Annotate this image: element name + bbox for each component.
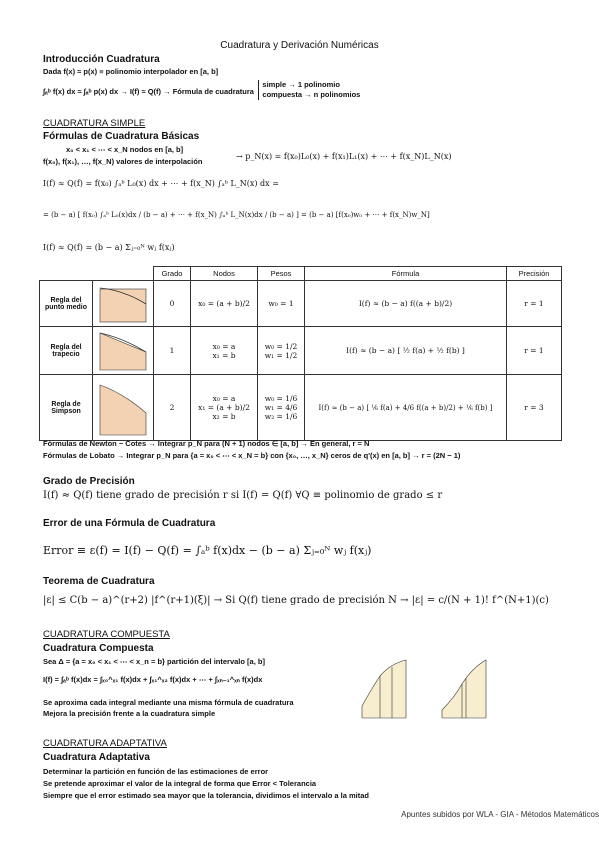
intro-heading: Introducción Cuadratura [43,54,160,65]
compuesta-line-2: I(f) = ∫ₐᵇ f(x)dx = ∫ₓ₀^ₓ₁ f(x)dx + ∫ₓ₁^ₓ₂ f(x)dx + ⋯ + ∫ₓₙ₋₁^ₓₙ f(x)dx [43,675,263,684]
simpson-figure [93,375,154,441]
precision: r = 1 [507,327,562,375]
composite-figure-2 [440,658,488,720]
section-compuesta: CUADRATURA COMPUESTA [43,629,170,640]
adaptativa-heading: Cuadratura Adaptativa [43,752,150,763]
formula: I(f) ≈ (b − a) [ ½ f(a) + ½ f(b) ] [305,327,507,375]
lobato-line: Fórmulas de Lobato → Integrar p_N para {a = x₀ < ⋯ < x_N = b} con {x₀, …, x_N} ceros de q′(x) en [a, b] → r = (2N − 1) [43,451,461,460]
newton-cotes-line: Fórmulas de Newton − Cotes → Integrar p_N para (N + 1) nodos ∈ [a, b] → En general, r = N [43,439,370,448]
table-row [40,281,562,327]
values-line: f(x₀), f(x₁), …, f(x_N) valores de interpolación [43,157,203,166]
table-header-row [40,267,562,281]
error-heading: Error de una Fórmula de Cuadratura [43,518,216,529]
composite-figure-1 [360,658,408,720]
pesos: w₀ = 1/6 w₁ = 4/6 w₂ = 1/6 [258,375,305,441]
adaptativa-line-2: Se pretende aproximar el valor de la integral de forma que Error < Tolerancia [43,779,317,788]
grado: 0 [154,281,191,327]
intro-formula-row [43,80,360,100]
case-simple: simple → 1 polinomio [262,80,340,89]
intro-line-1: Dada f(x) ≈ p(x) ≡ polinomio interpolador en [a, b] [43,67,219,76]
nodos: x₀ = a x₁ = b [191,327,258,375]
col-nodos: Nodos [191,267,258,281]
formula: I(f) ≈ (b − a) f((a + b)/2) [305,281,507,327]
precision: r = 3 [507,375,562,441]
adaptativa-line-3: Siempre que el error estimado sea mayor que la tolerancia, dividimos el intervalo a la mitad [43,791,369,800]
nodos: x₀ = a x₁ = (a + b)/2 x₂ = b [191,375,258,441]
col-grado: Grado [154,267,191,281]
midpoint-figure [93,281,154,327]
document-title: Cuadratura y Derivación Numéricas [220,40,379,51]
nodes-line: x₀ < x₁ < ⋯ < x_N nodos en [a, b] [66,145,184,154]
section-adaptativa: CUADRATURA ADAPTATIVA [43,738,167,749]
rule-name: Regla del trapecio [40,327,93,375]
intro-cases [258,80,360,100]
adaptativa-line-1: Determinar la partición en función de las estimaciones de error [43,767,269,776]
precision: r = 1 [507,281,562,327]
intro-line-2: ∫ₐᵇ f(x) dx ≈ ∫ₐᵇ p(x) dx → I(f) ≈ Q(f) → Fórmula de cuadratura [43,87,254,97]
table-row [40,327,562,375]
col-pesos: Pesos [258,267,305,281]
trapezoid-figure [93,327,154,375]
section-simple: CUADRATURA SIMPLE [43,118,146,129]
table-row [40,375,562,441]
error-line: Error ≡ ε(f) = I(f) − Q(f) = ∫ₐᵇ f(x)dx − (b − a) Σⱼ₌₀ᴺ wⱼ f(xⱼ) [43,544,372,557]
grado: 2 [154,375,191,441]
case-compuesta: compuesta → n polinomios [262,90,361,99]
rule-name: Regla del punto medio [40,281,93,327]
quadrature-rules-table [39,266,562,441]
rule-name: Regla de Simpson [40,375,93,441]
compuesta-heading: Cuadratura Compuesta [43,643,154,654]
grado: 1 [154,327,191,375]
teorema-line: |ε| ≤ C(b − a)^(r+2) |f^(r+1)(ξ)| → Si Q(f) tiene grado de precisión N → |ε| = c/(N + 1)! f^(N+1)(c) [43,595,549,606]
footer: Apuntes subidos por WLA - GIA - Métodos Matemáticos [401,810,599,819]
col-formula: Fórmula [305,267,507,281]
grado-heading: Grado de Precisión [43,476,135,487]
pesos: w₀ = 1/2 w₁ = 1/2 [258,327,305,375]
eq-2: = (b − a) [ f(x₀) ∫ₐᵇ L₀(x)dx / (b − a) + ⋯ + f(x_N) ∫ₐᵇ L_N(x)dx / (b − a) ] = (b − a) [f(x₀)w₀ + ⋯ + f(x_N)w_N] [43,211,430,219]
eq-3: I(f) ≈ Q(f) = (b − a) Σⱼ₌₀ᴺ wⱼ f(xⱼ) [43,243,175,252]
eq-1: I(f) ≈ Q(f) = f(x₀) ∫ₐᵇ L₀(x) dx + ⋯ + f(x_N) ∫ₐᵇ L_N(x) dx = [43,179,279,188]
pn-line: → p_N(x) = f(x₀)L₀(x) + f(x₁)L₁(x) + ⋯ + f(x_N)L_N(x) [236,152,452,161]
formula: I(f) ≈ (b − a) [ ⅙ f(a) + 4/6 f((a + b)/2) + ⅙ f(b) ] [305,375,507,441]
pesos: w₀ = 1 [258,281,305,327]
compuesta-line-1: Sea Δ = {a = x₀ < x₁ < ⋯ < x_n = b} partición del intervalo [a, b] [43,657,265,666]
grado-line: I(f) ≈ Q(f) tiene grado de precisión r si I(f) = Q(f) ∀Q ≡ polinomio de grado ≤ r [43,490,443,501]
nodos: x₀ = (a + b)/2 [191,281,258,327]
compuesta-line-4: Mejora la precisión frente a la cuadratura simple [43,709,216,718]
simple-heading: Fórmulas de Cuadratura Básicas [43,131,200,142]
compuesta-line-3: Se aproxima cada integral mediante una misma fórmula de cuadratura [43,698,294,707]
col-precision: Precisión [507,267,562,281]
teorema-heading: Teorema de Cuadratura [43,576,155,587]
